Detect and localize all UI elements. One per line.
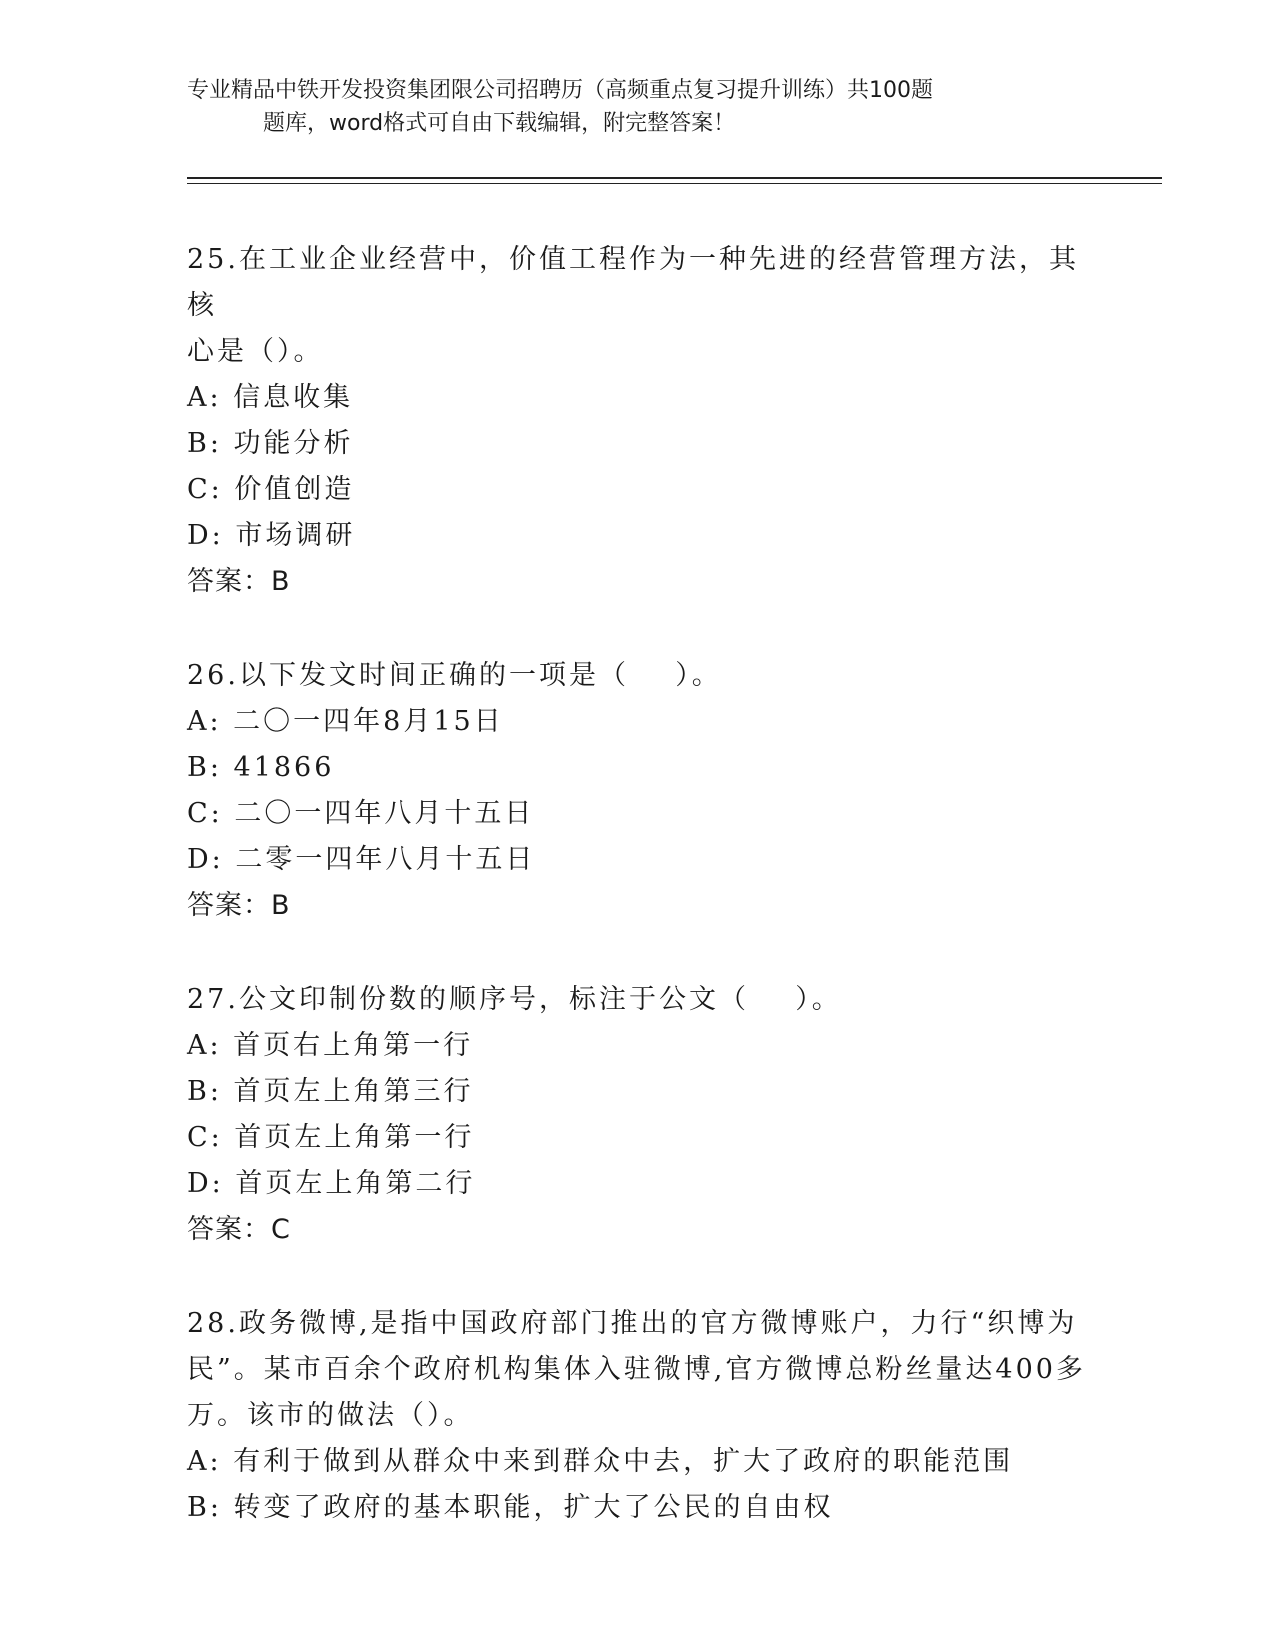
header-divider-thick bbox=[187, 177, 1162, 179]
option-b: B: 功能分析 bbox=[187, 428, 354, 459]
question-text: 民”。某市百余个政府机构集体入驻微博,官方微博总粉丝量达400多 bbox=[187, 1354, 1086, 1385]
option-a: A: 首页右上角第一行 bbox=[187, 1030, 474, 1061]
question-28 bbox=[187, 1301, 1087, 1531]
spacer bbox=[187, 605, 1087, 653]
header-title-line-2: 题库，word格式可自由下载编辑，附完整答案！ bbox=[263, 111, 736, 136]
question-list bbox=[187, 237, 1087, 1531]
question-26 bbox=[187, 653, 1087, 929]
spacer bbox=[187, 1253, 1087, 1301]
question-27 bbox=[187, 977, 1087, 1253]
question-text: 万。该市的做法（）。 bbox=[187, 1400, 474, 1431]
question-text: 25.在工业企业经营中，价值工程作为一种先进的经营管理方法，其核 bbox=[187, 244, 1079, 321]
question-text: 26.以下发文时间正确的一项是（ ）。 bbox=[187, 660, 722, 691]
option-a: A: 信息收集 bbox=[187, 382, 354, 413]
option-c: C: 价值创造 bbox=[187, 474, 355, 505]
answer-label: 答案：B bbox=[187, 566, 291, 597]
answer-label: 答案：B bbox=[187, 890, 291, 921]
question-text: 27.公文印制份数的顺序号，标注于公文（ ）。 bbox=[187, 984, 842, 1015]
option-d: D: 二零一四年八月十五日 bbox=[187, 844, 536, 875]
option-d: D: 首页左上角第二行 bbox=[187, 1168, 476, 1199]
option-c: C: 首页左上角第一行 bbox=[187, 1122, 475, 1153]
document-header bbox=[187, 74, 1067, 140]
option-b: B: 转变了政府的基本职能，扩大了公民的自由权 bbox=[187, 1492, 834, 1523]
question-25 bbox=[187, 237, 1087, 605]
question-text: 28.政务微博,是指中国政府部门推出的官方微博账户，力行“织博为 bbox=[187, 1308, 1078, 1339]
header-title-line-1: 专业精品中铁开发投资集团限公司招聘历（高频重点复习提升训练）共100题 bbox=[187, 78, 933, 103]
question-text: 心是（）。 bbox=[187, 336, 324, 367]
option-a: A: 有利于做到从群众中来到群众中去，扩大了政府的职能范围 bbox=[187, 1446, 1014, 1477]
answer-label: 答案：C bbox=[187, 1214, 291, 1245]
spacer bbox=[187, 929, 1087, 977]
option-b: B: 41866 bbox=[187, 752, 335, 783]
option-c: C: 二〇一四年八月十五日 bbox=[187, 798, 535, 829]
option-b: B: 首页左上角第三行 bbox=[187, 1076, 474, 1107]
option-d: D: 市场调研 bbox=[187, 520, 356, 551]
header-divider-thin bbox=[187, 183, 1162, 184]
option-a: A: 二〇一四年8月15日 bbox=[187, 706, 504, 737]
